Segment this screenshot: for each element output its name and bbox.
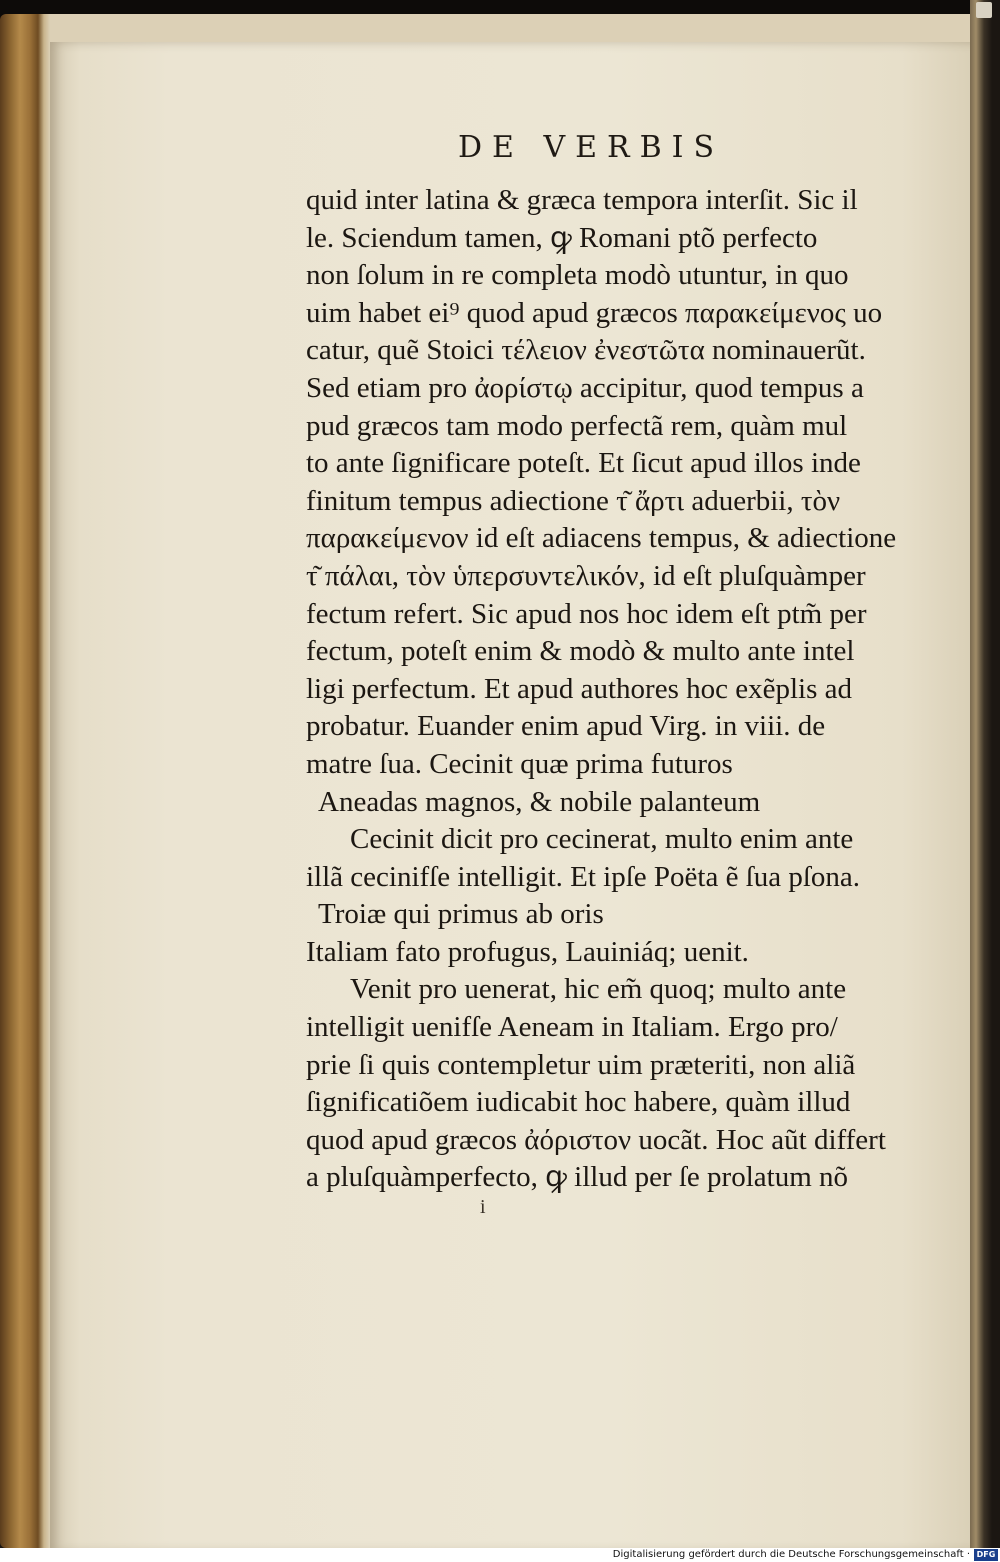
text-line: quod apud græcos ἀόριστον uocãt. Hoc aũt differt bbox=[306, 1123, 886, 1156]
text-line: Aneadas magnos, & nobile palanteum bbox=[318, 785, 761, 818]
text-line: intelligit uenifſe Aeneam in Italiam. Ergo pro/ bbox=[306, 1011, 838, 1044]
text-line: pud græcos tam modo perfectã rem, quàm mul bbox=[306, 409, 848, 442]
text-line: probatur. Euander enim apud Virg. in viii. de bbox=[306, 710, 826, 743]
text-line: catur, quẽ Stoici τέλειον ἐνεστῶτα nominauerũt. bbox=[306, 334, 866, 367]
text-line: τ͂ πάλαι, τὸν ὑπερσυντελικόν, id eſt pluſquàmper bbox=[306, 559, 866, 592]
text-line: non ſolum in re completa modò utuntur, in quo bbox=[306, 259, 849, 292]
text-line: Italiam fato profugus, Lauiniáq; uenit. bbox=[306, 935, 749, 968]
footer-credit: Digitalisierung gefördert durch die Deutsche Forschungsgemeinschaft · bbox=[612, 1549, 970, 1560]
text-line: fectum refert. Sic apud nos hoc idem eſt ptm̃ per bbox=[306, 597, 867, 630]
text-line: matre ſua. Cecinit quæ prima futuros bbox=[306, 747, 733, 780]
text-line: uim habet ei⁹ quod apud græcos παρακείμενος uo bbox=[306, 296, 883, 329]
text-line: illã cecinifſe intelligit. Et ipſe Poëta ẽ ſua pſona. bbox=[306, 860, 861, 893]
text-block bbox=[306, 182, 946, 1197]
text-line: ſignificatiõem iudicabit hoc habere, quàm illud bbox=[306, 1086, 851, 1119]
corner-mark-icon bbox=[976, 2, 992, 18]
text-line: Sed etiam pro ἀορίστῳ accipitur, quod tempus a bbox=[306, 371, 864, 404]
right-page-edge bbox=[970, 0, 1000, 1562]
text-line: le. Sciendum tamen, ꝙ Romani ptõ perfecto bbox=[306, 221, 818, 254]
text-line: ligi perfectum. Et apud authores hoc exẽplis ad bbox=[306, 672, 852, 705]
text-line: fectum, poteſt enim & modò & multo ante intel bbox=[306, 635, 855, 668]
signature-mark: i bbox=[480, 1196, 486, 1218]
dfg-logo-icon: DFG bbox=[974, 1549, 998, 1561]
text-line: Troiæ qui primus ab oris bbox=[318, 898, 604, 931]
text-line: Venit pro uenerat, hic em̃ quoq; multo ante bbox=[350, 973, 847, 1006]
text-line: quid inter latina & græca tempora interſit. Sic il bbox=[306, 184, 858, 216]
running-header: DE VERBIS bbox=[458, 130, 725, 165]
text-line: to ante ſignificare poteſt. Et ſicut apud illos inde bbox=[306, 447, 861, 480]
text-line: παρακείμενον id eſt adiacens tempus, & adiectione bbox=[306, 522, 897, 555]
text-line: a pluſquàmperfecto, ꝙ illud per ſe prolatum nõ bbox=[306, 1161, 849, 1194]
text-line: Cecinit dicit pro cecinerat, multo enim ante bbox=[350, 823, 854, 856]
text-line: prie ſi quis contempletur uim præteriti, non aliã bbox=[306, 1048, 856, 1081]
text-line: finitum tempus adiectione τ͂ ἄρτι aduerbii, τὸν bbox=[306, 484, 841, 517]
